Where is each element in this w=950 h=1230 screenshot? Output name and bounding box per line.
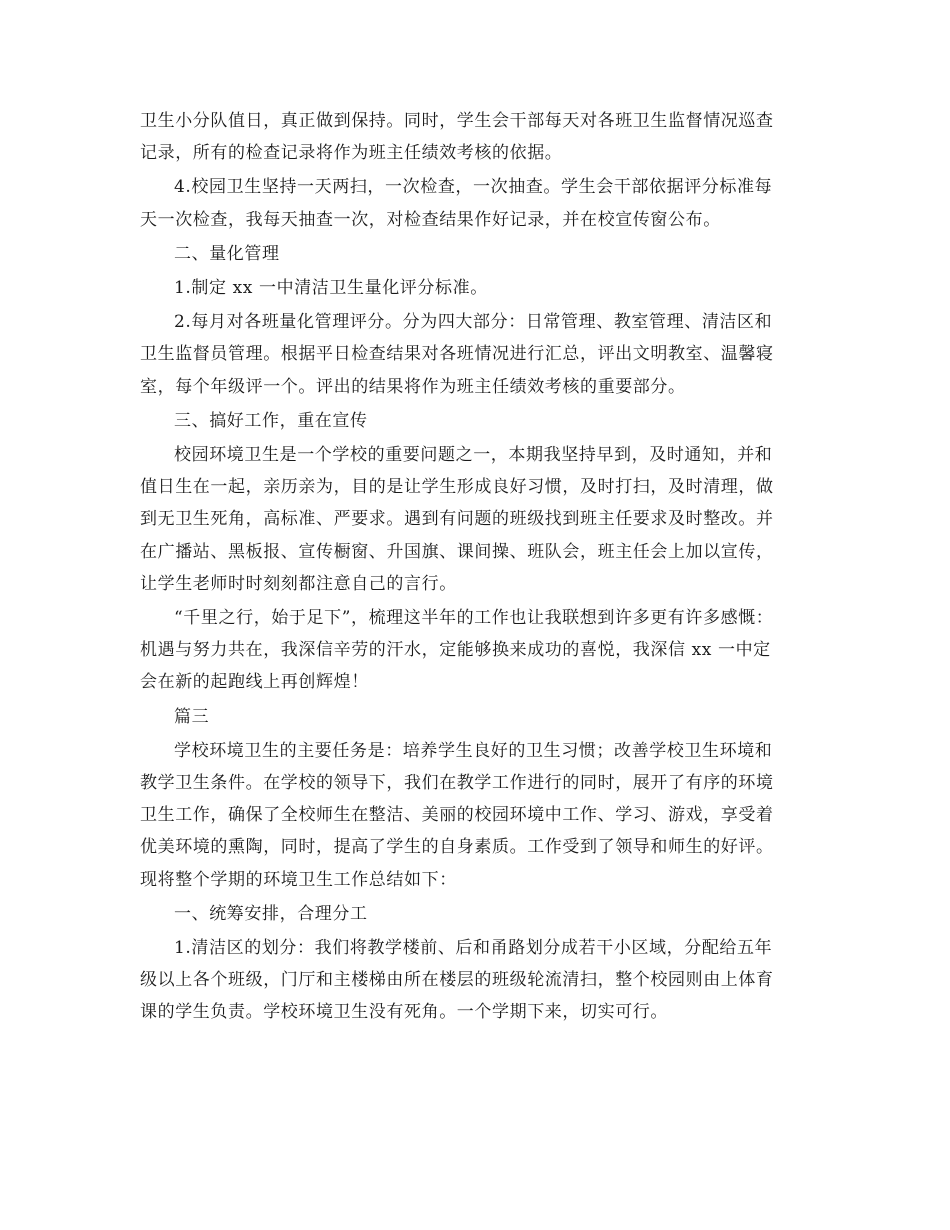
paragraph-5-line-1: 校园环境卫生是一个学校的重要问题之一，本期我坚持早到，及时通知，并和	[174, 445, 773, 466]
paragraph-8-line-2: 级以上各个班级，门厅和主楼梯由所在楼层的班级轮流清扫，整个校园则由上体育	[140, 970, 774, 991]
paragraph-2-line-2: 天一次检查，我每天抽查一次，对检查结果作好记录，并在校宣传窗公布。	[140, 209, 721, 230]
paragraph-3-line-1: 1.制定 xx 一中清洁卫生量化评分标准。	[174, 278, 488, 299]
paragraph-4-line-3: 室，每个年级评一个。评出的结果将作为班主任绩效考核的重要部分。	[140, 376, 686, 397]
paragraph-4-line-1: 2.每月对各班量化管理评分。分为四大部分：日常管理、教室管理、清洁区和	[174, 312, 773, 333]
paragraph-5-line-2: 值日生在一起，亲历亲为，目的是让学生形成良好习惯，及时打扫，及时清理，做	[140, 477, 774, 498]
paragraph-1-line-2: 记录，所有的检查记录将作为班主任绩效考核的依据。	[140, 143, 563, 164]
section-heading-publicity: 三、搞好工作，重在宣传	[174, 410, 368, 431]
paragraph-5-line-3: 到无卫生死角，高标准、严要求。遇到有问题的班级找到班主任要求及时整改。并	[140, 509, 774, 530]
paragraph-5-line-5: 让学生老师时时刻刻都注意自己的言行。	[140, 573, 457, 594]
paragraph-8-line-1: 1.清洁区的划分：我们将教学楼前、后和甬路划分成若干小区域，分配给五年	[174, 938, 773, 959]
paragraph-4-line-2: 卫生监督员管理。根据平日检查结果对各班情况进行汇总，评出文明教室、温馨寝	[140, 344, 774, 365]
paragraph-6-line-1: “千里之行，始于足下”，梳理这半年的工作也让我联想到许多更有许多感慨：	[174, 608, 774, 629]
paragraph-7-line-3: 卫生工作，确保了全校师生在整洁、美丽的校园环境中工作、学习、游戏，享受着	[140, 805, 774, 826]
paragraph-7-line-1: 学校环境卫生的主要任务是：培养学生良好的卫生习惯；改善学校卫生环境和	[174, 740, 773, 761]
section-heading-quantified-management: 二、量化管理	[174, 243, 280, 264]
paragraph-7-line-5: 现将整个学期的环境卫生工作总结如下：	[140, 869, 457, 890]
section-heading-part-three: 篇三	[174, 706, 210, 727]
paragraph-8-line-3: 课的学生负责。学校环境卫生没有死角。一个学期下来，切实可行。	[140, 1002, 668, 1023]
paragraph-5-line-4: 在广播站、黑板报、宣传橱窗、升国旗、课间操、班队会，班主任会上加以宣传，	[140, 541, 774, 562]
paragraph-6-line-2: 机遇与努力共在，我深信辛劳的汗水，定能够换来成功的喜悦，我深信 xx 一中定	[140, 640, 771, 661]
section-heading-planning: 一、统筹安排，合理分工	[174, 903, 368, 924]
paragraph-7-line-4: 优美环境的熏陶，同时，提高了学生的自身素质。工作受到了领导和师生的好评。	[140, 837, 774, 858]
paragraph-6-line-3: 会在新的起跑线上再创辉煌！	[140, 672, 369, 693]
paragraph-7-line-2: 教学卫生条件。在学校的领导下，我们在教学工作进行的同时，展开了有序的环境	[140, 773, 774, 794]
paragraph-1-line-1: 卫生小分队值日，真正做到保持。同时，学生会干部每天对各班卫生监督情况巡查	[140, 111, 774, 131]
document-body	[140, 105, 810, 1029]
paragraph-2-line-1: 4.校园卫生坚持一天两扫，一次检查，一次抽查。学生会干部依据评分标准每	[174, 177, 773, 198]
